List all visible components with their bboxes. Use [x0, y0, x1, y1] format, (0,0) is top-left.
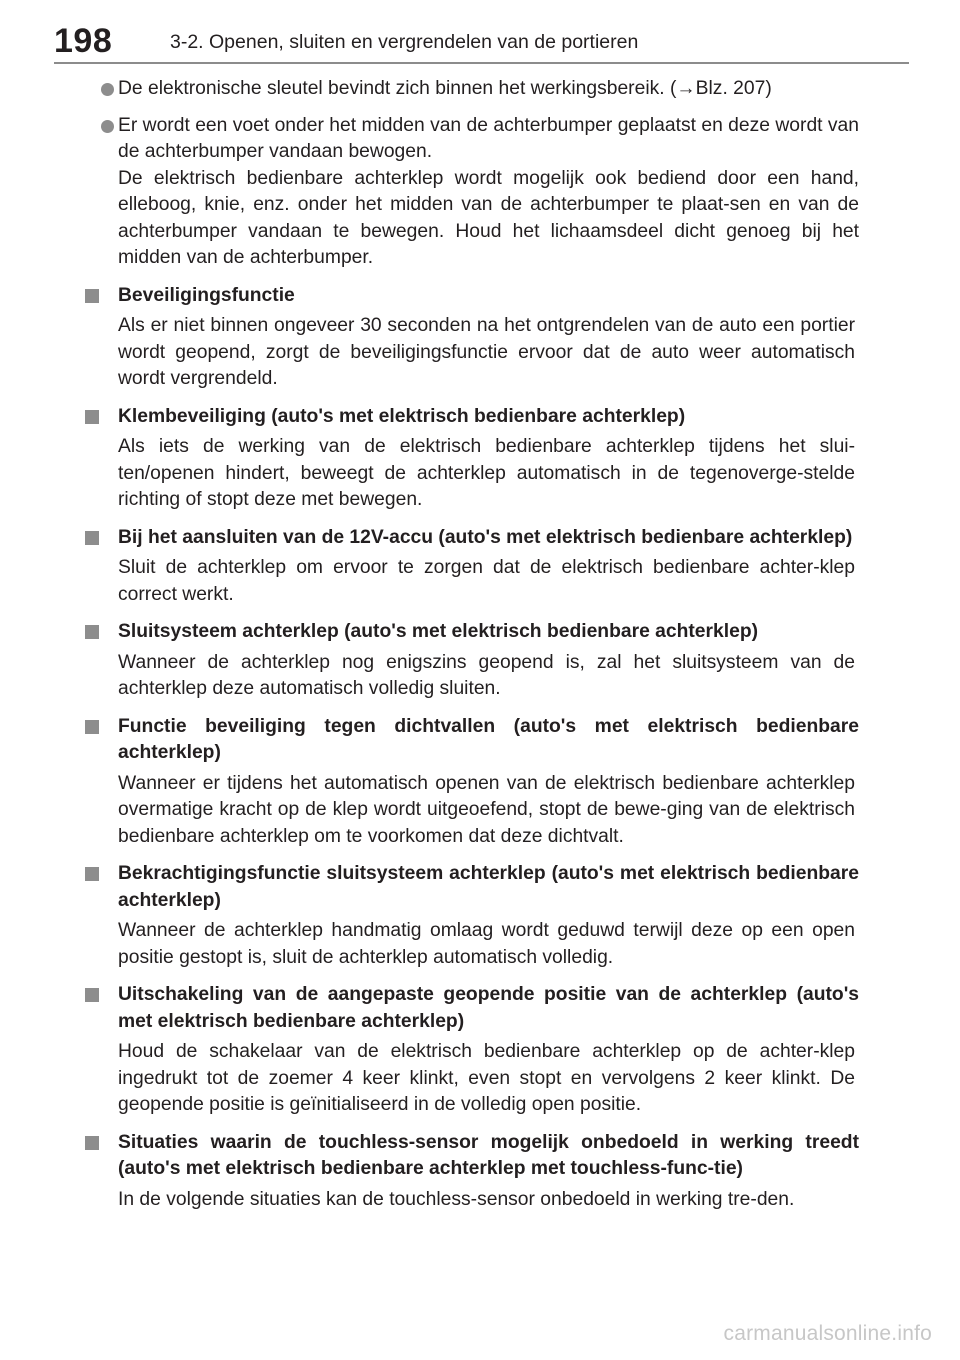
square-bullet-icon — [85, 867, 99, 881]
section-body: In de volgende situaties kan de touchless-sensor onbedoeld in werking tre-den. — [118, 1188, 795, 1210]
section-body: Wanneer er tijdens het automatisch openen van de elektrisch bedienbare achterklep overmatige kracht op de klep wordt uitgeoefend, stopt de bewe-ging van de elektrisch bedienbare achterklep om te voorkomen dat deze dichtvalt. — [118, 772, 855, 847]
square-bullet-icon — [85, 625, 99, 639]
section-power-closer — [96, 861, 859, 971]
bullet-text: Er wordt een voet onder het midden van de achterbumper geplaatst en deze wordt van de achterbumper vandaan bewogen. De elektrisch bedienbare achterklep wordt mogelijk ook bediend door een hand, elleboog, knie, enz. onder het midden van de achterbumper te plaat-sen en van de achterbumper vandaan te bewegen. Houd het lichaamsdeel dicht genoeg bij het midden van de achterbumper. — [118, 114, 859, 268]
section-body: Als iets de werking van de elektrisch bedienbare achterklep tijdens het slui-ten/openen hindert, beweegt de achterklep automatisch in de tegenoverge-stelde richting of stopt deze met bewegen. — [118, 436, 855, 510]
section-closer-system — [96, 619, 859, 703]
list-item — [96, 76, 859, 103]
section-heading: Beveiligingsfunctie — [118, 284, 295, 306]
section-heading: Klembeveiliging (auto's met elektrisch bedienbare achterklep) — [118, 405, 686, 427]
bullet-dot-icon — [101, 120, 114, 133]
section-heading: Functie beveiliging tegen dichtvallen (auto's met elektrisch bedienbare achterklep) — [118, 715, 859, 763]
section-fall-prevention — [96, 714, 859, 851]
square-bullet-icon — [85, 289, 99, 303]
bullet-dot-icon — [101, 83, 114, 96]
list-item — [96, 113, 859, 272]
watermark: carmanualsonline.info — [723, 1322, 932, 1345]
section-heading: Situaties waarin de touchless-sensor mogelijk onbedoeld in werking treedt (auto's met elektrisch bedienbare achterklep met touchless-func-tie) — [118, 1131, 859, 1179]
page-content — [96, 76, 859, 1215]
section-body: Wanneer de achterklep handmatig omlaag wordt geduwd terwijl deze op een open positie gestopt is, sluit de achterklep automatisch volledig. — [118, 920, 855, 968]
section-body: Als er niet binnen ongeveer 30 seconden na het ontgrendelen van de auto een portier wordt geopend, zorgt de beveiligingsfunctie ervoor dat de auto weer automatisch wordt vergrendeld. — [118, 315, 855, 389]
page-header — [0, 0, 960, 62]
page-number: 198 — [54, 22, 113, 60]
section-body: Sluit de achterklep om ervoor te zorgen dat de elektrisch bedienbare achter-klep correct werkt. — [118, 557, 855, 605]
square-bullet-icon — [85, 988, 99, 1002]
section-open-position-reset — [96, 982, 859, 1119]
section-security-function — [96, 283, 859, 393]
section-battery-connect — [96, 525, 859, 609]
section-heading: Bekrachtigingsfunctie sluitsysteem achterklep (auto's met elektrisch bedienbare achterklep) — [118, 863, 859, 911]
header-divider — [54, 62, 909, 64]
square-bullet-icon — [85, 531, 99, 545]
section-pinch-protection — [96, 404, 859, 514]
section-heading: Bij het aansluiten van de 12V-accu (auto's met elektrisch bedienbare achterklep) — [118, 526, 853, 548]
section-touchless-sensor — [96, 1130, 859, 1214]
bullet-text: De elektronische sleutel bevindt zich binnen het werkingsbereik. (→Blz. 207) — [118, 78, 772, 99]
square-bullet-icon — [85, 1136, 99, 1150]
square-bullet-icon — [85, 410, 99, 424]
section-heading: Sluitsysteem achterklep (auto's met elektrisch bedienbare achterklep) — [118, 621, 759, 642]
square-bullet-icon — [85, 720, 99, 734]
section-body: Houd de schakelaar van de elektrisch bedienbare achterklep op de achter-klep ingedrukt tot de zoemer 4 keer klinkt, even stopt en vervolgens 2 keer klinkt. De geopende positie is geïnitialiseerd in de volledig open positie. — [118, 1041, 855, 1115]
section-heading: Uitschakeling van de aangepaste geopende positie van de achterklep (auto's met elektrisch bedienbare achterklep) — [118, 984, 859, 1032]
section-body: Wanneer de achterklep nog enigszins geopend is, zal het sluitsysteem van de achterklep deze automatisch volledig sluiten. — [118, 651, 855, 699]
section-title: 3-2. Openen, sluiten en vergrendelen van de portieren — [170, 31, 639, 53]
